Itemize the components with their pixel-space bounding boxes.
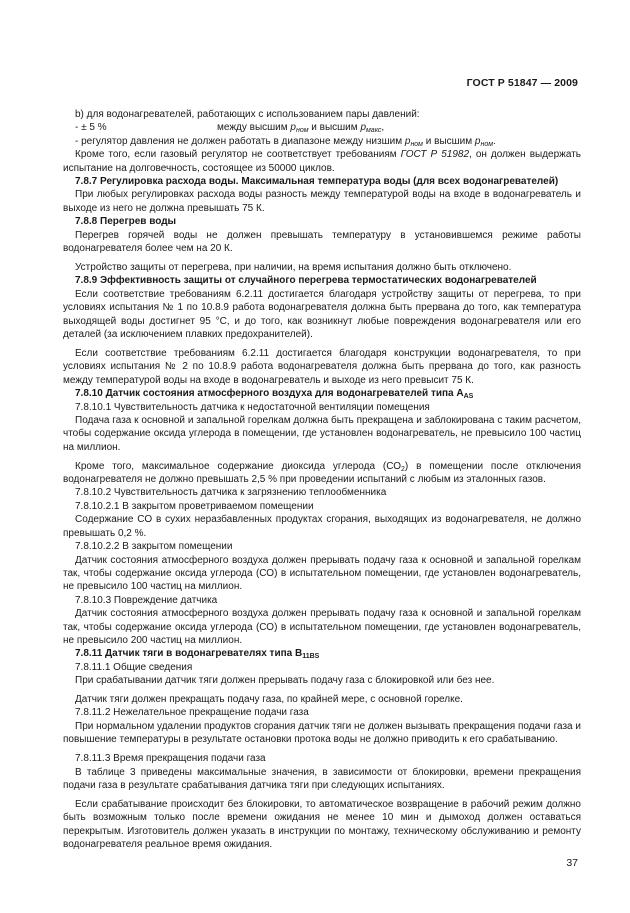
subsection-heading-7-8-10-3: 7.8.10.3 Повреждение датчика xyxy=(75,594,218,606)
document-body xyxy=(63,108,581,852)
paragraph-7-8-9-b: Если соответствие требованиям 6.2.11 достигается благодаря конструкции водонагревателя, то при условиях испытания № 2 по 10.8.9 работа водонагревателя должна быть прервана до того, как разность между температурой воды на входе в водонагреватель и выходе из него превысит 75 К. xyxy=(63,347,581,386)
section-heading-7-8-8: 7.8.8 Перегрев воды xyxy=(75,216,177,228)
paragraph-7-8-11-3-a: В таблице 3 приведены максимальные значения, в зависимости от блокировки, времени прекращения подачи газа в результате срабатывания датчика тяги при следующих испытаниях. xyxy=(63,766,581,791)
paragraph-b-intro: b) для водонагревателей, работающих с использованием пары давлений: xyxy=(75,109,420,120)
paragraph-7-8-11-1-b: Датчик тяги должен прекращать подачу газа, по крайней мере, с основной горелке. xyxy=(75,694,463,706)
paragraph-7-8-11-3-b: Если срабатывание происходит без блокировки, то автоматическое возвращение в рабочий режим должно быть возможным только после времени ожидания не менее 10 мин и дымоход должен оставаться перекрытым. Изготовитель должен указать в инструкции по монтажу, техническому обслуживанию и ремонту водонагревателя реальное время ожидания. xyxy=(63,798,581,851)
paragraph-7-8-10-3: Датчик состояния атмосферного воздуха должен прерывать подачу газа к основной и запальной горелкам так, чтобы содержание оксида углерода (СО) в испытательном помещении, где установлен водонагреватель, не превысило 200 частиц на миллион. xyxy=(63,608,581,646)
page-number: 37 xyxy=(566,857,578,869)
paragraph-7-8-8-a: Перегрев горячей воды не должен превышать температуру в установившемся режиме работы водонагревателя более чем на 20 К. xyxy=(63,229,581,255)
paragraph-gas-regulator: Кроме того, если газовый регулятор не соответствует требованиям ГОСТ Р 51982, он должен выдержать испытание на долговечность, состоящее из 50000 циклов. xyxy=(63,149,581,174)
paragraph-7-8-10-1-b: Кроме того, максимальное содержание диоксида углерода $(СО_2)$ в помещении после отключения водонагревателя не должно превышать 2,5 % при проведении испытаний с любым из эталонных газов. xyxy=(63,460,581,486)
paragraph-7-8-10-1-a: Подача газа к основной и запальной горелкам должна быть прекращена и заблокирована с таким расчетом, чтобы содержание оксида углерода в помещении, где установлен водонагреватель, не превысило 100 частиц на миллион. xyxy=(63,414,581,453)
subsection-heading-7-8-10-1: 7.8.10.1 Чувствительность датчика к недостаточной вентиляции помещения xyxy=(75,401,430,413)
paragraph-7-8-8-b: Устройство защиты от перегрева, при наличии, на время испытания должно быть отключено. xyxy=(75,261,512,273)
subsection-heading-7-8-10-2-1: 7.8.10.2.1 В закрытом проветриваемом помещении xyxy=(75,500,314,512)
paragraph-7-8-9-a: Если соответствие требованиям 6.2.11 достигается благодаря устройству защиты от перегрева, то при условиях испытания № 1 по 10.8.9 работа водонагревателя должна быть прервана до того, как температура выходящей воды достигнет 95 °С, и до того, как возникнут любые повреждения водонагревателя или его деталей (за исключением плавких предохранителей). xyxy=(63,288,581,340)
paragraph-7-8-10-2-1: Содержание СО в сухих неразбавленных продуктах сгорания, выходящих из водонагревателя, не должно превышать 0,2 %. xyxy=(63,514,581,539)
subsection-heading-7-8-10-2: 7.8.10.2 Чувствительность датчика к загрязнению теплообменника xyxy=(75,487,387,499)
subsection-heading-7-8-11-1: 7.8.11.1 Общие сведения xyxy=(75,661,193,673)
document-header: ГОСТ Р 51847 — 2009 xyxy=(466,77,578,89)
section-heading-7-8-9: 7.8.9 Эффективность защиты от случайного перегрева термостатических водонагревателей xyxy=(75,275,537,287)
list-item-regulator: - регулятор давления не должен работать в диапазоне между низшим $p_{ном}$ и высшим $p_{ном}$. xyxy=(75,135,496,148)
list-item-pressure-range: - ± 5 % между высшим $p_{ном}$ и высшим $p_{макс}$, xyxy=(75,122,385,135)
section-heading-7-8-11: 7.8.11 Датчик тяги в водонагревателях типа $B_{11BS}$ xyxy=(75,648,320,661)
subsection-heading-7-8-11-3: 7.8.11.3 Время прекращения подачи газа xyxy=(75,753,266,765)
subsection-heading-7-8-11-2: 7.8.11.2 Нежелательное прекращение подачи газа xyxy=(75,707,309,719)
paragraph-7-8-10-2-2: Датчик состояния атмосферного воздуха должен прерывать подачу газа к основной и запальной горелкам так, чтобы содержание оксида углерода (СО) в испытательном помещении, где установлен водонагреватель, не превысило 100 частиц на миллион. xyxy=(63,554,581,593)
paragraph-7-8-11-1-a: При срабатывании датчик тяги должен прерывать подачу газа с блокировкой или без нее. xyxy=(75,675,495,687)
subsection-heading-7-8-10-2-2: 7.8.10.2.2 В закрытом помещении xyxy=(75,541,233,553)
paragraph-7-8-7: При любых регулировках расхода воды разность между температурой воды на входе в водонагреватель и выходе из него не должна превышать 75 К. xyxy=(63,189,581,214)
section-heading-7-8-10: 7.8.10 Датчик состояния атмосферного воздуха для водонагревателей типа $A_{AS}$ xyxy=(75,388,474,401)
standard-reference: ГОСТ Р 51982 xyxy=(400,149,470,161)
section-heading-7-8-7: 7.8.7 Регулировка расхода воды. Максимальная температура воды (для всех водонагревателей) xyxy=(75,176,559,188)
paragraph-7-8-11-2: При нормальном удалении продуктов сгорания датчик тяги не должен вызывать прекращения подачи газа и повышение температуры в результате остановки протока воды не должно приводить к его срабатыванию. xyxy=(63,720,581,746)
